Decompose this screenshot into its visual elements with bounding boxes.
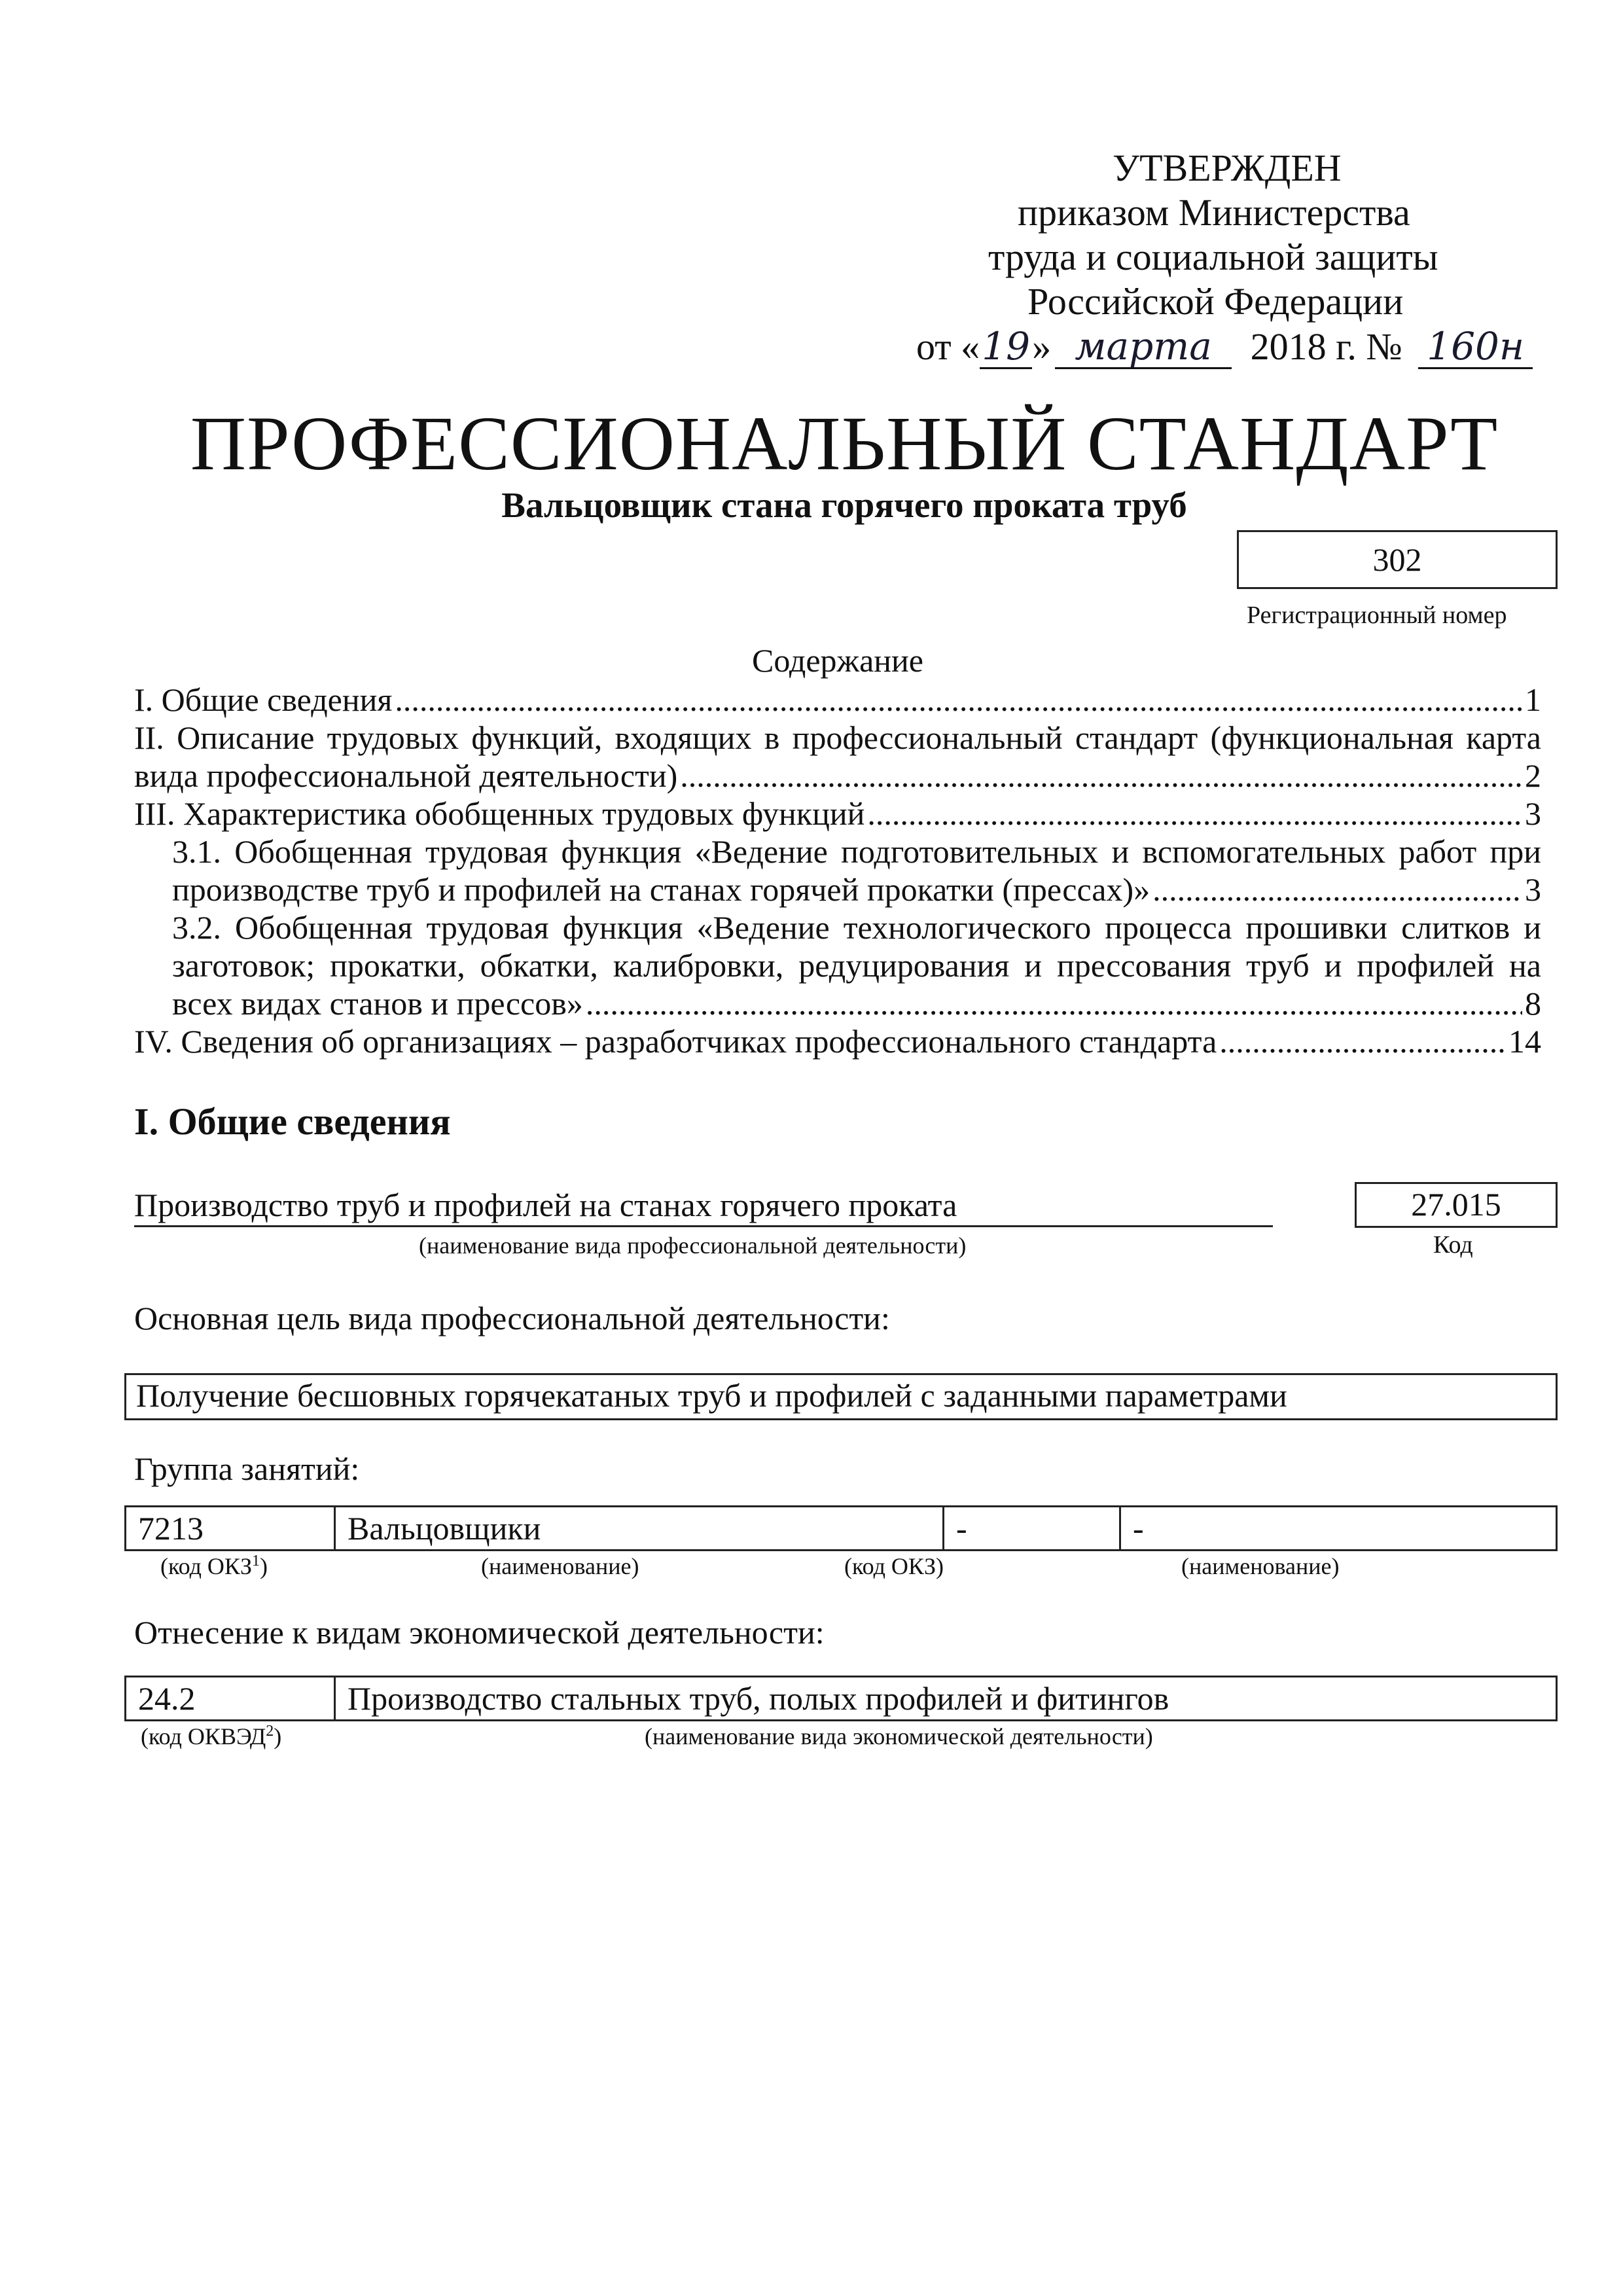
toc-item-page: 14	[1508, 1023, 1541, 1060]
date-year: 2018 г. №	[1250, 325, 1402, 368]
okz-code-2: -	[944, 1507, 1121, 1549]
okz-code: 7213	[126, 1507, 336, 1549]
toc-item-label: IV. Сведения об организациях – разработчиках профессионального стандарта	[134, 1023, 1217, 1060]
approval-line: приказом Министерства	[1018, 191, 1410, 234]
toc-item-label: производстве труб и профилей на станах горячей прокатки (прессах)»	[172, 871, 1150, 908]
toc-item-page: 3	[1525, 795, 1541, 832]
group-label: Группа занятий:	[134, 1450, 360, 1487]
goal-label: Основная цель вида профессиональной деятельности:	[134, 1300, 890, 1336]
okved-name: Производство стальных труб, полых профилей и фитингов	[348, 1680, 1169, 1717]
activity-code: 27.015	[1411, 1186, 1501, 1223]
caption-okved-name: (наименование вида экономической деятельности)	[645, 1723, 1153, 1749]
page-subtitle: Вальцовщик стана горячего проката труб	[501, 485, 1187, 525]
goal-box	[124, 1373, 1558, 1420]
toc-item[interactable]	[134, 719, 1541, 795]
toc-item-page: 1	[1525, 681, 1541, 718]
reg-number-box	[1237, 530, 1558, 589]
toc-item-label-line: 3.2. Обобщенная трудовая функция «Ведение технологического процесса прошивки слитков и	[172, 909, 1541, 946]
toc-item[interactable]	[134, 908, 1541, 1022]
reg-number-label: Регистрационный номер	[1247, 601, 1507, 629]
toc-item-label: III. Характеристика обобщенных трудовых функций	[134, 795, 865, 832]
order-number: 160н	[1418, 325, 1533, 369]
date-day: 19	[980, 325, 1032, 369]
toc-item-page: 2	[1525, 757, 1541, 794]
toc-heading: Содержание	[752, 642, 923, 679]
approval-date-line	[916, 325, 1533, 369]
code-label: Код	[1433, 1231, 1473, 1259]
group-table	[124, 1505, 1558, 1551]
caption-okved-code: (код ОКВЭД$^2$)	[141, 1723, 282, 1749]
toc-item[interactable]	[134, 795, 1541, 833]
approval-line: труда и социальной защиты	[988, 236, 1438, 278]
econ-label: Отнесение к видам экономической деятельности:	[134, 1614, 825, 1651]
toc-item-label: I. Общие сведения	[134, 681, 393, 718]
date-month: марта	[1055, 325, 1232, 369]
toc-item[interactable]	[134, 681, 1541, 719]
caption-okz-name-2: (наименование)	[1181, 1553, 1340, 1579]
reg-number: 302	[1372, 541, 1422, 578]
toc-item-label: вида профессиональной деятельности)	[134, 757, 678, 794]
toc-item-page: 8	[1525, 985, 1541, 1022]
okved-code: 24.2	[126, 1677, 336, 1719]
activity-caption: (наименование вида профессиональной деятельности)	[419, 1232, 967, 1259]
toc-item-label-line: заготовок; прокатки, обкатки, калибровки, редуцирования и прессования труб и профилей на	[172, 947, 1541, 984]
date-prefix: от «	[916, 325, 980, 368]
approval-title: УТВЕРЖДЕН	[1113, 147, 1342, 189]
econ-table	[124, 1676, 1558, 1721]
page-title: ПРОФЕССИОНАЛЬНЫЙ СТАНДАРТ	[190, 401, 1499, 486]
goal-text: Получение бесшовных горячекатаных труб и профилей с заданными параметрами	[136, 1377, 1287, 1414]
approval-line: Российской Федерации	[1027, 280, 1404, 323]
toc-item-label-line: 3.1. Обобщенная трудовая функция «Ведение подготовительных и вспомогательных работ при	[172, 833, 1541, 870]
date-mid: »	[1032, 325, 1052, 368]
okz-name: Вальцовщики	[336, 1507, 944, 1549]
toc-item-label-line: II. Описание трудовых функций, входящих в профессиональный стандарт (функциональная карта	[134, 719, 1541, 756]
caption-okz-code: (код ОКЗ$^1$)	[160, 1552, 268, 1579]
toc-item[interactable]	[134, 833, 1541, 908]
caption-okz-name: (наименование)	[481, 1553, 639, 1579]
activity-name: Производство труб и профилей на станах горячего проката	[134, 1185, 1273, 1227]
activity-code-box	[1355, 1182, 1558, 1228]
toc	[134, 681, 1541, 1060]
toc-item[interactable]	[134, 1022, 1541, 1060]
caption-okz-code-2: (код ОКЗ)	[844, 1553, 944, 1579]
toc-item-label: всех видах станов и прессов»	[172, 985, 583, 1022]
okz-name-2: -	[1133, 1510, 1144, 1547]
toc-item-page: 3	[1525, 871, 1541, 908]
section-heading: I. Общие сведения	[134, 1100, 451, 1143]
